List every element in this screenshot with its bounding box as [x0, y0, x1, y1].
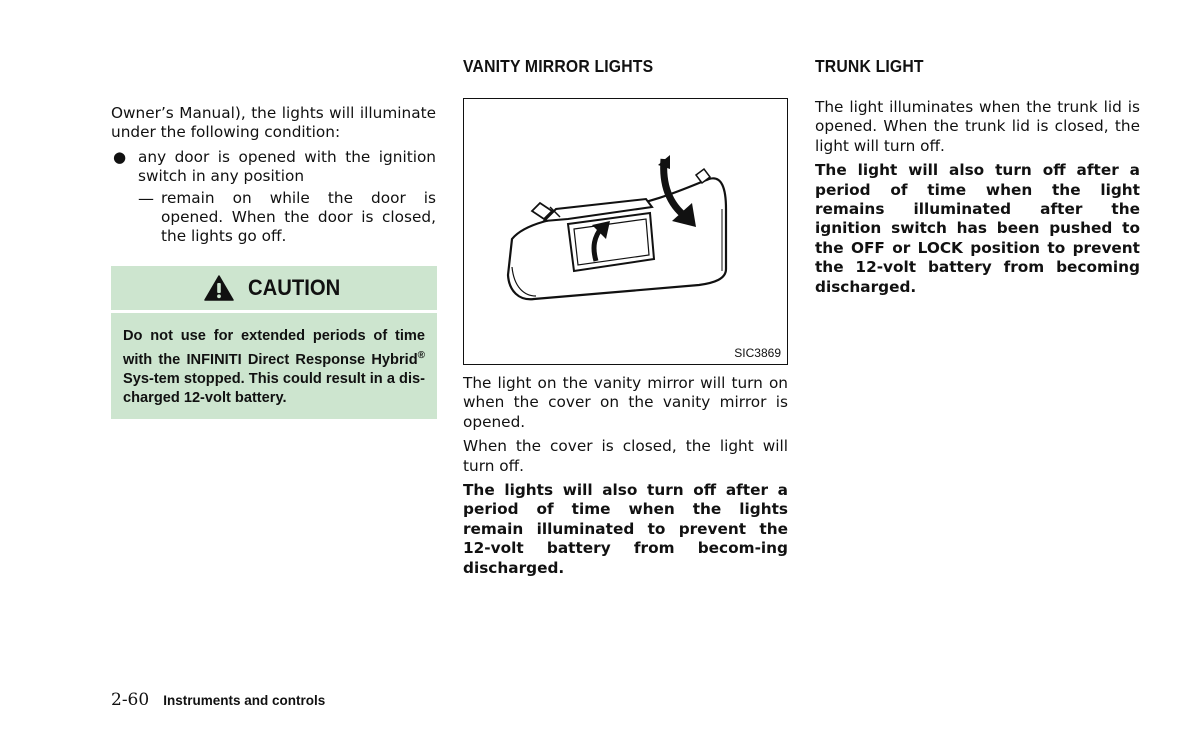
- caution-box: [111, 266, 437, 419]
- sub-bullet-text: remain on while the door is opened. When the door is closed, the lights go off.: [161, 188, 436, 246]
- vanity-paragraph-1: The light on the vanity mirror will turn on when the cover on the vanity mirror is opened.: [463, 374, 788, 431]
- page-footer: [111, 690, 325, 710]
- vanity-mirror-figure: [463, 98, 788, 365]
- figure-label: SIC3869: [734, 346, 781, 360]
- vanity-column: [463, 56, 788, 578]
- trunk-paragraph-1: The light illuminates when the trunk lid is opened. When the trunk lid is closed, the light will turn off.: [815, 98, 1140, 155]
- left-column: [111, 104, 436, 419]
- vanity-heading: VANITY MIRROR LIGHTS: [463, 56, 654, 76]
- list-item: [111, 148, 436, 187]
- trunk-heading: TRUNK LIGHT: [815, 56, 924, 76]
- trunk-paragraph-2: The light will also turn off after a period of time when the light remains illuminated after the ignition switch has been pushed to the OFF or LOCK position to prevent the 12-volt battery from becoming discharged.: [815, 161, 1140, 296]
- vanity-paragraph-2: When the cover is closed, the light will turn off.: [463, 437, 788, 475]
- warning-triangle-icon: [204, 275, 234, 301]
- caution-text-part1: Do not use for extended periods of time with the INFINITI Direct Response Hybrid: [123, 327, 425, 368]
- sub-list-item: [111, 189, 436, 247]
- bullet-icon: ●: [113, 147, 127, 166]
- vanity-paragraph-3: The lights will also turn off after a period of time when the lights remain illuminated to prevent the 12-volt battery from becom-ing discharged.: [463, 481, 788, 577]
- trunk-column: [815, 56, 1140, 297]
- sun-visor-illustration: [464, 99, 786, 363]
- page-number: 2-60: [111, 690, 150, 710]
- caution-title: CAUTION: [247, 274, 341, 300]
- caution-header: [111, 266, 437, 310]
- registered-mark: ®: [417, 350, 425, 362]
- caution-body: [111, 313, 437, 419]
- section-name: Instruments and controls: [163, 693, 326, 708]
- bullet-text: any door is opened with the ignition switch in any position: [138, 147, 436, 186]
- caution-text-part2: Sys-tem stopped. This could result in a dis-charged 12-volt battery.: [123, 371, 425, 407]
- caution-text: [123, 327, 425, 409]
- intro-paragraph: Owner’s Manual), the lights will illuminate under the following condition:: [111, 104, 436, 142]
- dash-icon: —: [138, 188, 154, 208]
